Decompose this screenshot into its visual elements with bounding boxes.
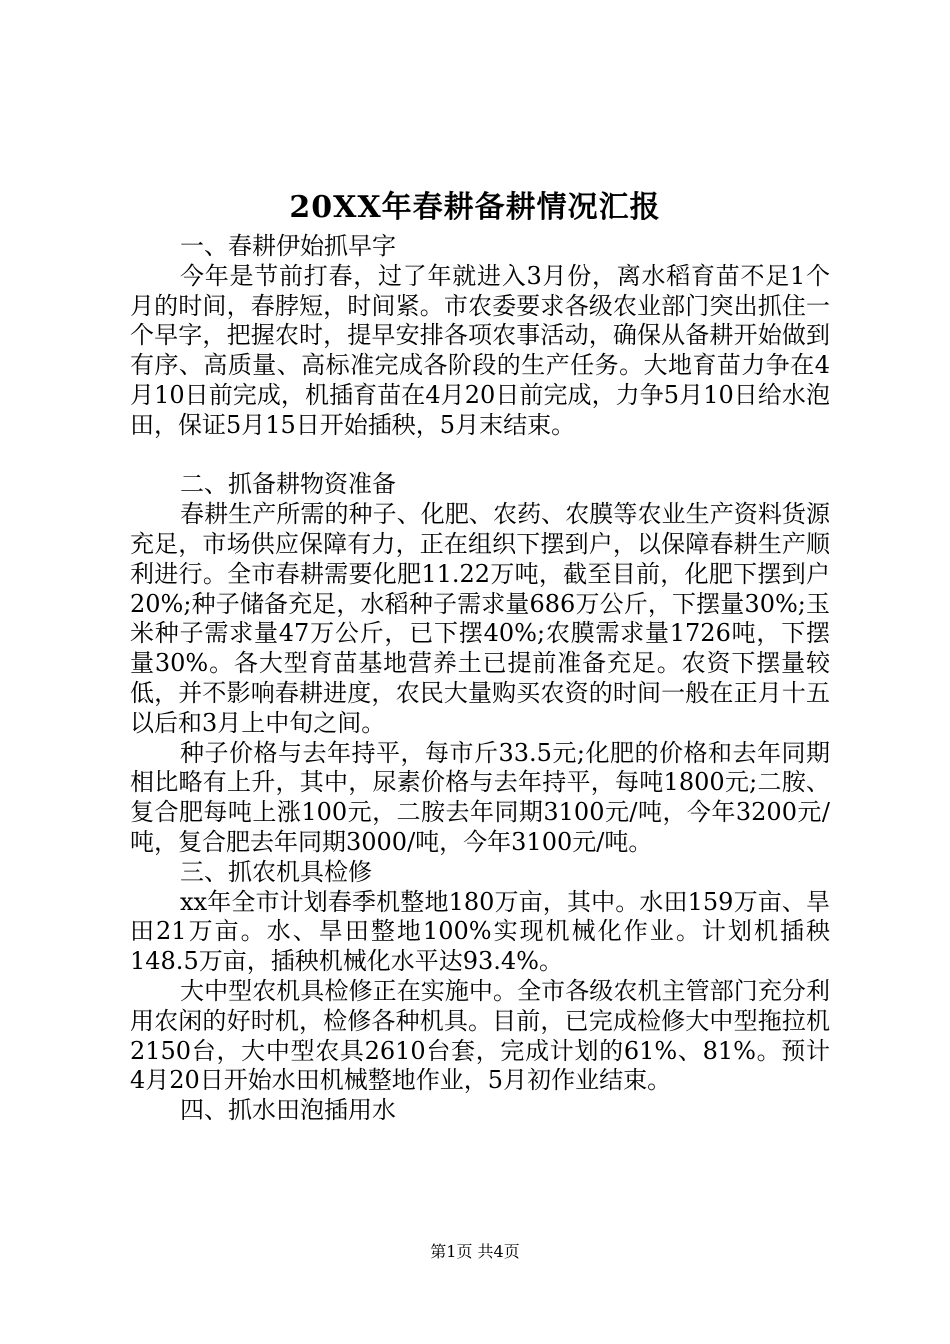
- document-body: [130, 232, 830, 1126]
- section2-paragraph-1: 春耕生产所需的种子、化肥、农药、农膜等农业生产资料货源充足，市场供应保障有力，正在组织下摆到户，以保障春耕生产顺利进行。全市春耕需要化肥11.22万吨，截至目前，化肥下摆到户20%;种子储备充足，水稻种子需求量686万公斤，下摆量30%;玉米种子需求量47万公斤，已下摆40%;农膜需求量1726吨，下摆量30%。各大型育苗基地营养土已提前准备充足。农资下摆量较低，并不影响春耕进度，农民大量购买农资的时间一般在正月十五以后和3月上中旬之间。: [130, 500, 830, 737]
- section2-heading: 二、抓备耕物资准备: [180, 470, 396, 499]
- section2-paragraph-2: 种子价格与去年持平，每市斤33.5元;化肥的价格和去年同期相比略有上升，其中，尿素价格与去年持平，每吨1800元;二胺、复合肥每吨上涨100元，二胺去年同期3100元/吨，今年3200元/吨，复合肥去年同期3000/吨，今年3100元/吨。: [130, 738, 830, 856]
- section1-heading: 一、春耕伊始抓早字: [180, 232, 396, 260]
- section3-paragraph-2: 大中型农机具检修正在实施中。全市各级农机主管部门充分利用农闲的好时机，检修各种机具。目前，已完成检修大中型拖拉机2150台，大中型农具2610台套，完成计划的61%、81%。预计4月20日开始水田机械整地作业，5月初作业结束。: [130, 976, 830, 1095]
- page-footer: 第1页 共4页: [430, 1242, 520, 1261]
- section3-paragraph-1: xx年全市计划春季机整地180万亩，其中。水田159万亩、旱田21万亩。水、旱田整地100%实现机械化作业。计划机插秧148.5万亩，插秧机械化水平达93.4%。: [130, 887, 830, 976]
- document-title: 20XX年春耕备耕情况汇报: [289, 190, 661, 225]
- section3-heading: 三、抓农机具检修: [180, 857, 372, 886]
- section4-heading: 四、抓水田泡插用水: [180, 1096, 396, 1125]
- paragraph-spacer: [130, 441, 830, 471]
- section1-paragraph-1: 今年是节前打春，过了年就进入3月份，离水稻育苗不足1个月的时间，春脖短，时间紧。市农委要求各级农业部门突出抓住一个早字，把握农时，提早安排各项农事活动，确保从备耕开始做到有序、高质量、高标准完成各阶段的生产任务。大地育苗力争在4月10日前完成，机插育苗在4月20日前完成，力争5月10日给水泡田，保证5月15日开始插秧，5月末结束。: [130, 261, 830, 439]
